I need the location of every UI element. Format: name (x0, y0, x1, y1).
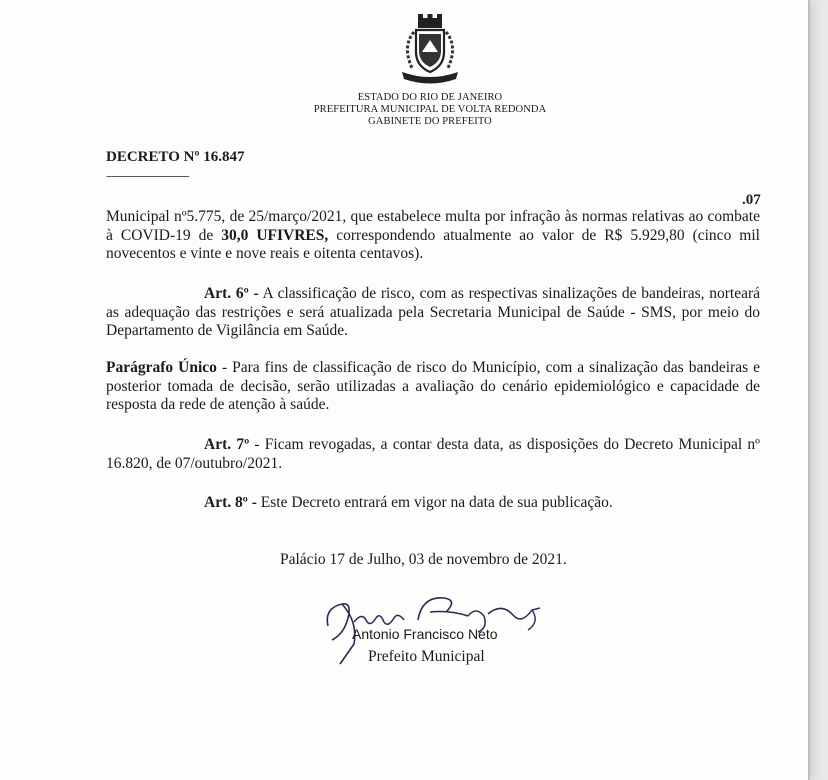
signer-name: Antonio Francisco Neto (352, 626, 498, 642)
coat-of-arms-icon (394, 12, 466, 84)
article-7-label: Art. 7º (204, 436, 250, 453)
article-7-text: - Ficam revogadas, a contar desta data, as disposições do Decreto Municipal nº 16.820, de 07/outubro/2021. (106, 436, 760, 472)
paragraph-fine-text-b: correspondendo atualmente ao valor de R$ 5.929,80 (cinco mil novecentos e vinte e nove reais e oitenta centavos). (106, 226, 760, 262)
header-state: ESTADO DO RIO DE JANEIRO (357, 92, 503, 103)
paragraph-fine-text-a: Municipal nº5.775, de 25/março/2021, que estabelece multa por infração às normas relativas ao combate à COVID-19 de (106, 208, 760, 244)
article-8-text: Este Decreto entrará em vigor na data de sua publicação. (256, 494, 613, 511)
fine-amount: 30,0 UFIVRES, (221, 226, 329, 244)
place-and-date: Palácio 17 de Julho, 03 de novembro de 2021. (280, 551, 567, 568)
page-edge (808, 0, 810, 780)
sole-paragraph-label: Parágrafo Único (106, 359, 217, 376)
article-8 (106, 494, 760, 513)
article-8-label: Art. 8º - (204, 494, 257, 511)
sole-paragraph-text: - Para fins de classificação de risco do Município, com a sinalização das bandeiras e posterior tomada de decisão, serão utilizadas a avaliação do cenário epidemiológico e capacidade de resposta da rede de atenção à saúde. (106, 359, 761, 413)
sole-paragraph (106, 359, 760, 415)
header-city-hall: PREFEITURA MUNICIPAL DE VOLTA REDONDA (313, 104, 547, 115)
article-6-label: Art. 6º - (204, 285, 259, 302)
header-office: GABINETE DO PREFEITO (368, 116, 492, 127)
signer-role: Prefeito Municipal (368, 648, 485, 665)
article-6-text: A classificação de risco, com as respectivas sinalizações de bandeiras, norteará as adequação das restrições e será atualizada pela Secretaria Municipal de Saúde - SMS, por meio do Departamento de Vigilância em Saúde. (106, 285, 760, 339)
article-6 (106, 285, 760, 341)
paragraph-fine (106, 208, 760, 264)
decree-title: DECRETO Nº 16.847 (106, 149, 245, 165)
title-underline: ------------------------------- (106, 170, 189, 182)
article-7 (106, 436, 760, 473)
page-marker: .07 (742, 192, 761, 208)
